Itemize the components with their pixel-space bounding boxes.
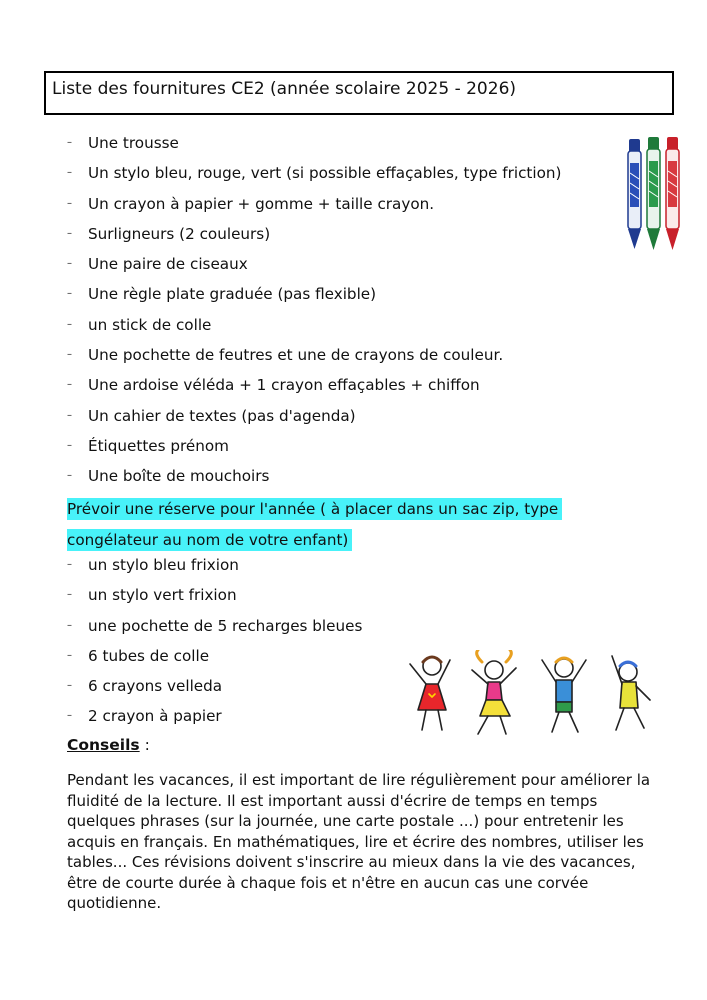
reserve-item-text: un stylo bleu frixion — [88, 556, 239, 574]
list-dash: – — [67, 318, 72, 330]
list-dash: – — [67, 137, 72, 148]
supply-item-text: Une trousse — [88, 134, 179, 152]
supply-item-text: Une paire de ciseaux — [88, 255, 248, 274]
supply-item-text: Une règle plate graduée (pas flexible) — [88, 285, 377, 304]
list-dash: – — [67, 470, 72, 482]
list-dash: – — [67, 167, 72, 179]
page-title: Liste des fournitures CE2 (année scolaire 2025 - 2026) — [44, 71, 674, 115]
green-pen-icon — [647, 137, 660, 250]
kid-yellow-skirt-icon — [472, 650, 516, 734]
supply-item — [67, 219, 647, 249]
supply-item — [67, 310, 647, 340]
list-dash: – — [67, 589, 72, 601]
reserve-item — [67, 550, 362, 580]
supply-item — [67, 158, 647, 188]
supply-item — [67, 461, 647, 491]
supply-item-text: Une ardoise véléda + 1 crayon effaçables + chiffon — [88, 376, 480, 395]
reserve-note-text: Prévoir une réserve pour l'année ( à placer dans un sac zip, type congélateur au nom de votre enfant) — [67, 498, 562, 551]
supply-item-text: Surligneurs (2 couleurs) — [88, 224, 271, 243]
supply-item — [67, 189, 647, 219]
reserve-item-text: un stylo vert frixion — [88, 586, 237, 605]
list-dash: – — [67, 439, 72, 451]
list-dash: – — [67, 619, 72, 631]
list-dash: – — [67, 379, 72, 391]
kid-blue-shirt-icon — [542, 658, 586, 732]
list-dash: – — [67, 258, 72, 270]
supply-item-text: Un crayon à papier + gomme + taille crayon. — [88, 194, 435, 213]
kid-red-dress-icon — [410, 657, 450, 730]
frixion-pens-illustration — [623, 133, 683, 255]
reserve-item-text: 6 crayons velleda — [88, 677, 223, 696]
reserve-item-text: 6 tubes de colle — [88, 646, 210, 665]
reserve-item — [67, 701, 362, 731]
supplies-list — [67, 128, 647, 492]
list-dash: – — [67, 559, 72, 570]
list-dash: – — [67, 649, 72, 661]
supply-item-text: Un stylo bleu, rouge, vert (si possible effaçables, type friction) — [88, 164, 562, 183]
kid-yellow-shirt-icon — [612, 656, 650, 730]
conseils-heading — [67, 736, 150, 754]
supply-item — [67, 128, 647, 158]
list-dash: – — [67, 288, 72, 300]
list-dash: – — [67, 227, 72, 239]
supply-item-text: Une boîte de mouchoirs — [88, 467, 270, 486]
reserve-item — [67, 641, 362, 671]
list-dash: – — [67, 349, 72, 361]
reserve-items-list — [67, 550, 362, 732]
supply-item-text: Un cahier de textes (pas d'agenda) — [88, 406, 356, 425]
reserve-note — [67, 494, 627, 556]
conseils-paragraph: Pendant les vacances, il est important de lire régulièrement pour améliorer la fluidité de la lecture. Il est important aussi d'écrire de temps en temps quelques phrases (sur la journée, une carte postale ...) pour entretenir les acquis en français. En mathématiques, lire et écrire des nombres, utiliser les tables... Ces révisions doivent s'inscrire au mieux dans la vie des vacances, être de courte durée à chaque fois et n'être en aucun cas une corvée quotidienne. — [67, 771, 651, 912]
list-dash: – — [67, 409, 72, 421]
reserve-item-text: 2 crayon à papier — [88, 707, 222, 726]
supply-item — [67, 370, 647, 400]
supply-item-text: un stick de colle — [88, 315, 212, 334]
conseils-heading-colon: : — [139, 736, 150, 754]
list-dash: – — [67, 710, 72, 722]
reserve-item — [67, 671, 362, 701]
reserve-item — [67, 580, 362, 610]
supply-item — [67, 401, 647, 431]
supply-item — [67, 249, 647, 279]
blue-pen-icon — [628, 139, 641, 249]
jumping-children-illustration — [402, 650, 657, 738]
reserve-item-text: une pochette de 5 recharges bleues — [88, 616, 363, 635]
conseils-heading-label: Conseils — [67, 736, 140, 754]
list-dash: – — [67, 680, 72, 692]
supply-item-text: Une pochette de feutres et une de crayons de couleur. — [88, 346, 504, 365]
supply-item — [67, 340, 647, 370]
reserve-item — [67, 611, 362, 641]
list-dash: – — [67, 197, 72, 209]
supply-item-text: Étiquettes prénom — [88, 436, 229, 455]
supply-item — [67, 431, 647, 461]
supply-item — [67, 279, 647, 309]
red-pen-icon — [666, 137, 679, 250]
